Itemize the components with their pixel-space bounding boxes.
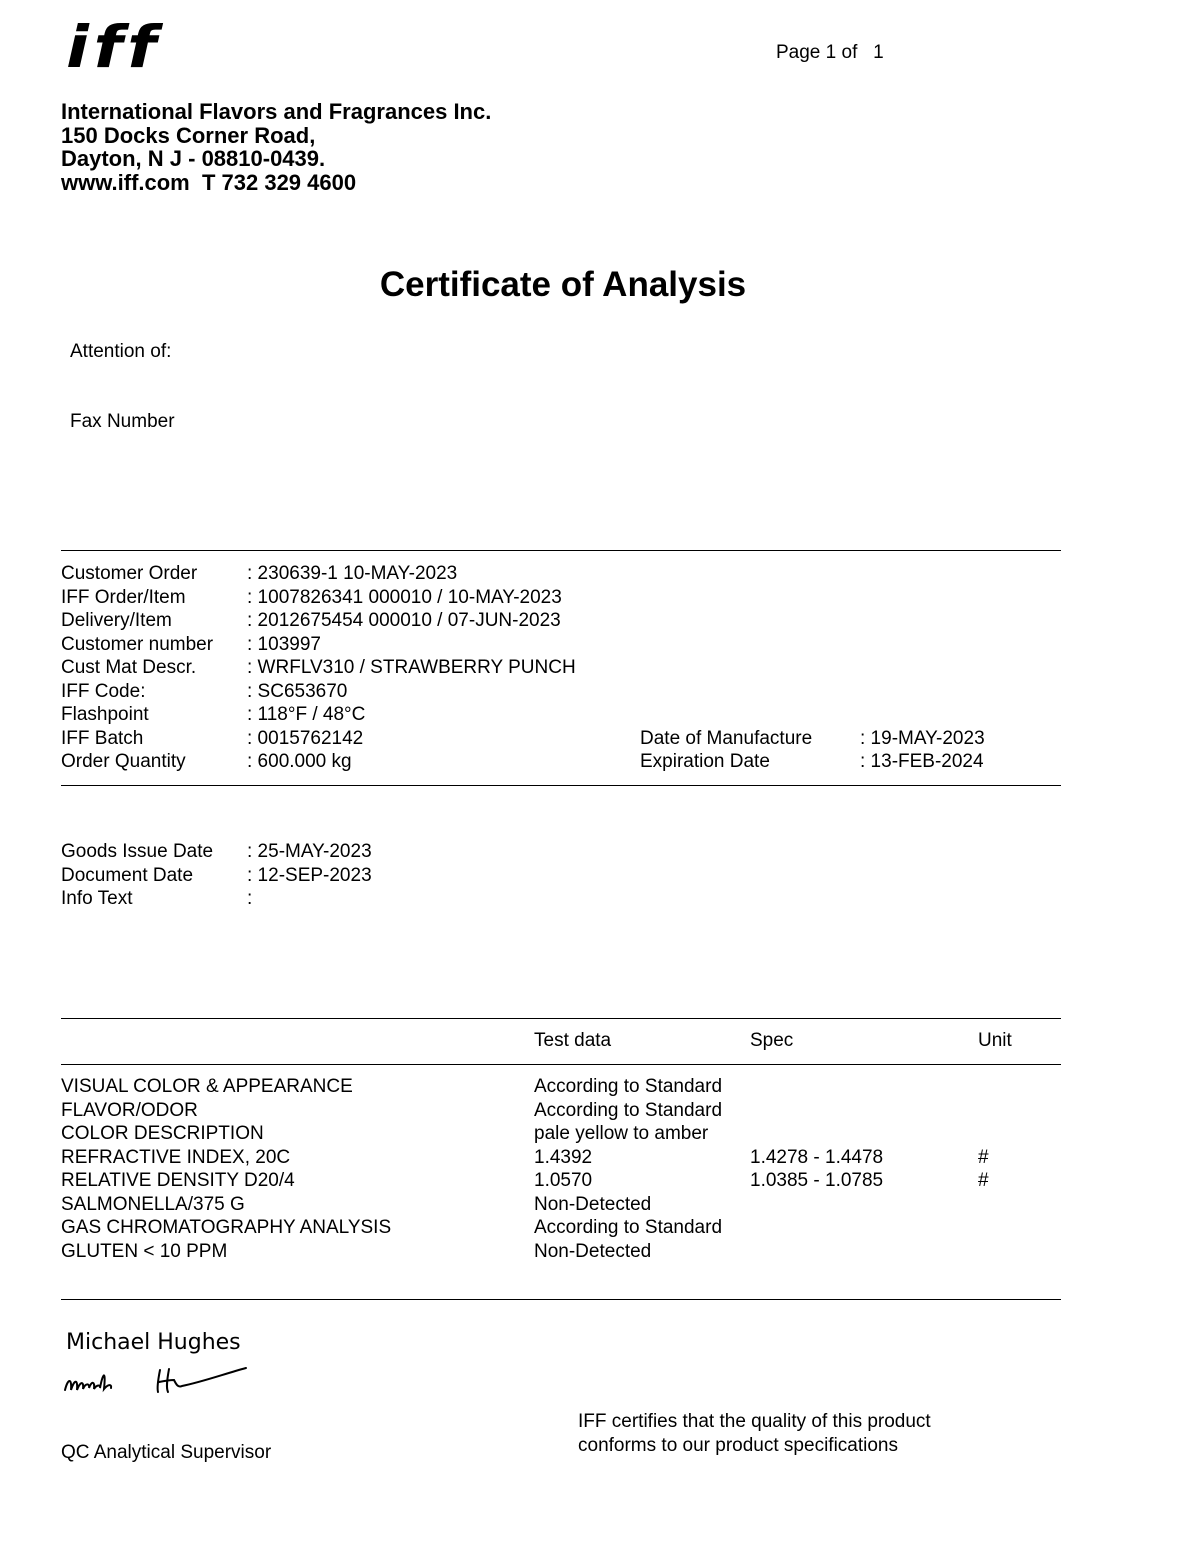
test-result: 1.0570 <box>534 1170 593 1191</box>
certification-line-2: conforms to our product specifications <box>578 1435 898 1456</box>
column-header-test-data: Test data <box>534 1030 612 1051</box>
handwritten-signature <box>62 1360 252 1402</box>
order-info-label: Order Quantity <box>61 751 186 772</box>
test-result: According to Standard <box>534 1076 723 1097</box>
test-result: 1.4392 <box>534 1146 593 1168</box>
test-result: Non-Detected <box>534 1240 652 1262</box>
divider-table-header <box>61 1064 1061 1065</box>
test-name: FLAVOR/ODOR <box>61 1099 198 1121</box>
order-info-label: IFF Batch <box>61 727 144 749</box>
certification-line-1: IFF certifies that the quality of this product <box>578 1411 931 1432</box>
divider-table-bottom <box>61 1299 1061 1300</box>
expiration-date-value: : 13-FEB-2024 <box>860 751 984 772</box>
order-info-value: : 1007826341 000010 / 10-MAY-2023 <box>247 586 562 608</box>
manufacture-date-value: : 19-MAY-2023 <box>860 727 985 749</box>
document-title: Certificate of Analysis <box>379 265 747 304</box>
order-info-value: : 118°F / 48°C <box>247 704 366 725</box>
date-value: : <box>247 888 253 909</box>
date-label: Document Date <box>61 864 194 886</box>
order-info-value: : 600.000 kg <box>247 751 352 772</box>
test-name: VISUAL COLOR & APPEARANCE <box>61 1076 353 1097</box>
test-name: COLOR DESCRIPTION <box>61 1123 264 1144</box>
divider-top <box>61 550 1061 551</box>
test-unit: # <box>978 1170 989 1191</box>
company-name: International Flavors and Fragrances Inc. <box>61 99 492 124</box>
column-header-spec: Spec <box>750 1030 794 1051</box>
company-address-line-1: 150 Docks Corner Road, <box>61 122 316 148</box>
date-label: Goods Issue Date <box>61 841 214 862</box>
test-name: SALMONELLA/375 G <box>61 1193 245 1215</box>
order-info-label: Cust Mat Descr. <box>61 657 197 678</box>
date-value: : 25-MAY-2023 <box>247 841 372 862</box>
page-number: Page 1 of 1 <box>776 42 884 63</box>
manufacture-date-label: Date of Manufacture <box>640 727 813 749</box>
attention-label: Attention of: <box>70 341 172 362</box>
iff-logo: iff <box>66 13 161 81</box>
order-info-value: : SC653670 <box>247 680 348 702</box>
order-info-value: : 2012675454 000010 / 07-JUN-2023 <box>247 610 561 631</box>
order-info-label: Delivery/Item <box>61 610 172 631</box>
order-info-value: : 0015762142 <box>247 727 364 749</box>
order-info-label: Customer Order <box>61 563 198 584</box>
fax-number-label: Fax Number <box>70 411 175 432</box>
test-result: According to Standard <box>534 1217 723 1238</box>
order-info-label: IFF Code: <box>61 680 146 702</box>
test-result: pale yellow to amber <box>534 1123 709 1144</box>
expiration-date-label: Expiration Date <box>640 751 770 772</box>
order-info-value: : 103997 <box>247 633 321 655</box>
date-label: Info Text <box>61 888 133 909</box>
order-info-value: : WRFLV310 / STRAWBERRY PUNCH <box>247 657 576 678</box>
order-info-value: : 230639-1 10-MAY-2023 <box>247 563 458 584</box>
test-result: According to Standard <box>534 1099 723 1121</box>
signatory-title: QC Analytical Supervisor <box>61 1442 272 1463</box>
order-info-label: Flashpoint <box>61 704 149 725</box>
test-unit: # <box>978 1146 989 1168</box>
test-spec: 1.4278 - 1.4478 <box>750 1146 884 1168</box>
company-address-line-2: Dayton, N J - 08810-0439. <box>61 146 326 171</box>
order-info-label: IFF Order/Item <box>61 586 186 608</box>
test-spec: 1.0385 - 1.0785 <box>750 1170 884 1191</box>
divider-order-bottom <box>61 785 1061 786</box>
column-header-unit: Unit <box>978 1030 1012 1051</box>
certification-statement <box>578 1410 931 1458</box>
company-contact: www.iff.com T 732 329 4600 <box>61 169 357 195</box>
test-name: GAS CHROMATOGRAPHY ANALYSIS <box>61 1217 392 1238</box>
test-name: RELATIVE DENSITY D20/4 <box>61 1170 295 1191</box>
test-result: Non-Detected <box>534 1193 652 1215</box>
order-info-label: Customer number <box>61 633 214 655</box>
date-value: : 12-SEP-2023 <box>247 864 372 886</box>
company-address-block <box>61 100 491 194</box>
divider-table-top <box>61 1018 1061 1019</box>
test-name: GLUTEN < 10 PPM <box>61 1240 228 1262</box>
signatory-name: Michael Hughes <box>66 1330 241 1355</box>
test-name: REFRACTIVE INDEX, 20C <box>61 1146 291 1168</box>
